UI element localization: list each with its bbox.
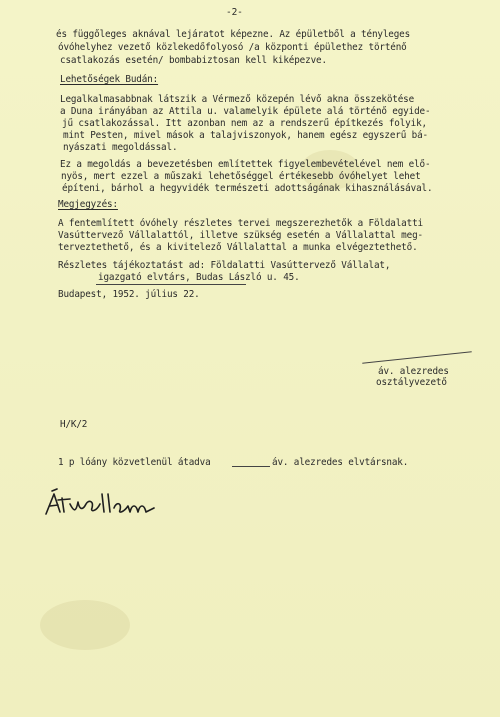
distribution-text: 1 p lóány közvetlenül átadva xyxy=(58,457,211,468)
budan-line: jű csatlakozással. Itt azonban nem az a rendszerű építkezés folyik, xyxy=(62,118,427,129)
blank-line xyxy=(232,466,270,467)
budan-line: Legalkalmasabbnak látszik a Vérmező közepén lévő akna összekötése xyxy=(60,94,415,105)
heading-note: Megjegyzés: xyxy=(58,199,118,210)
intro-line: óvóhelyhez vezető közlekedőfolyosó /a központi épülethez történő xyxy=(58,42,407,53)
note-line: terveztethető, és a kivitelező Vállalattal a munka elvégeztethető. xyxy=(58,242,418,253)
signer-role: osztályvezető xyxy=(376,377,447,388)
reference-code: H/K/2 xyxy=(60,419,88,430)
solution-line: építeni, bárhol a hegyvidék természeti adottságának kihasználásával. xyxy=(62,183,433,194)
note-line: Vasúttervező Vállalattól, illetve szükség esetén a Vállalattal meg- xyxy=(58,230,423,241)
budan-line: a Duna irányában az Attila u. valamelyik épülete alá történő egyide- xyxy=(60,106,431,117)
budan-line: nyászati megoldással. xyxy=(63,142,178,153)
intro-line: csatlakozás esetén/ bombabiztosan kell kiképezve. xyxy=(60,55,327,66)
underline-mark xyxy=(96,284,246,285)
note-line: A fentemlített óvóhely részletes tervei megszerezhetők a Földalatti xyxy=(58,218,423,229)
signature-line xyxy=(362,351,472,363)
handwritten-signature xyxy=(42,488,172,520)
info-line: Részletes tájékoztatást ad: Földalatti Vasúttervező Vállalat, xyxy=(58,260,391,271)
page-number: -2- xyxy=(226,7,243,18)
info-line: igazgató elvtárs, Budas László u. 45. xyxy=(98,272,300,283)
solution-line: Ez a megoldás a bevezetésben említettek figyelembevételével nem elő- xyxy=(60,159,431,170)
distribution-recipient: áv. alezredes elvtársnak. xyxy=(272,457,409,468)
budan-line: mint Pesten, mivel mások a talajviszonyok, hanem egész egyszerű bá- xyxy=(63,130,428,141)
paper-stain xyxy=(40,600,130,650)
date-line: Budapest, 1952. július 22. xyxy=(58,289,200,300)
heading-budan: Lehetőségek Budán: xyxy=(60,74,159,85)
solution-line: nyös, mert ezzel a műszaki lehetőséggel értékesebb óvóhelyet lehet xyxy=(61,171,421,182)
signer-rank: áv. alezredes xyxy=(378,366,449,377)
intro-line: és függőleges aknával lejáratot képezne. Az épületből a tényleges xyxy=(56,29,411,40)
